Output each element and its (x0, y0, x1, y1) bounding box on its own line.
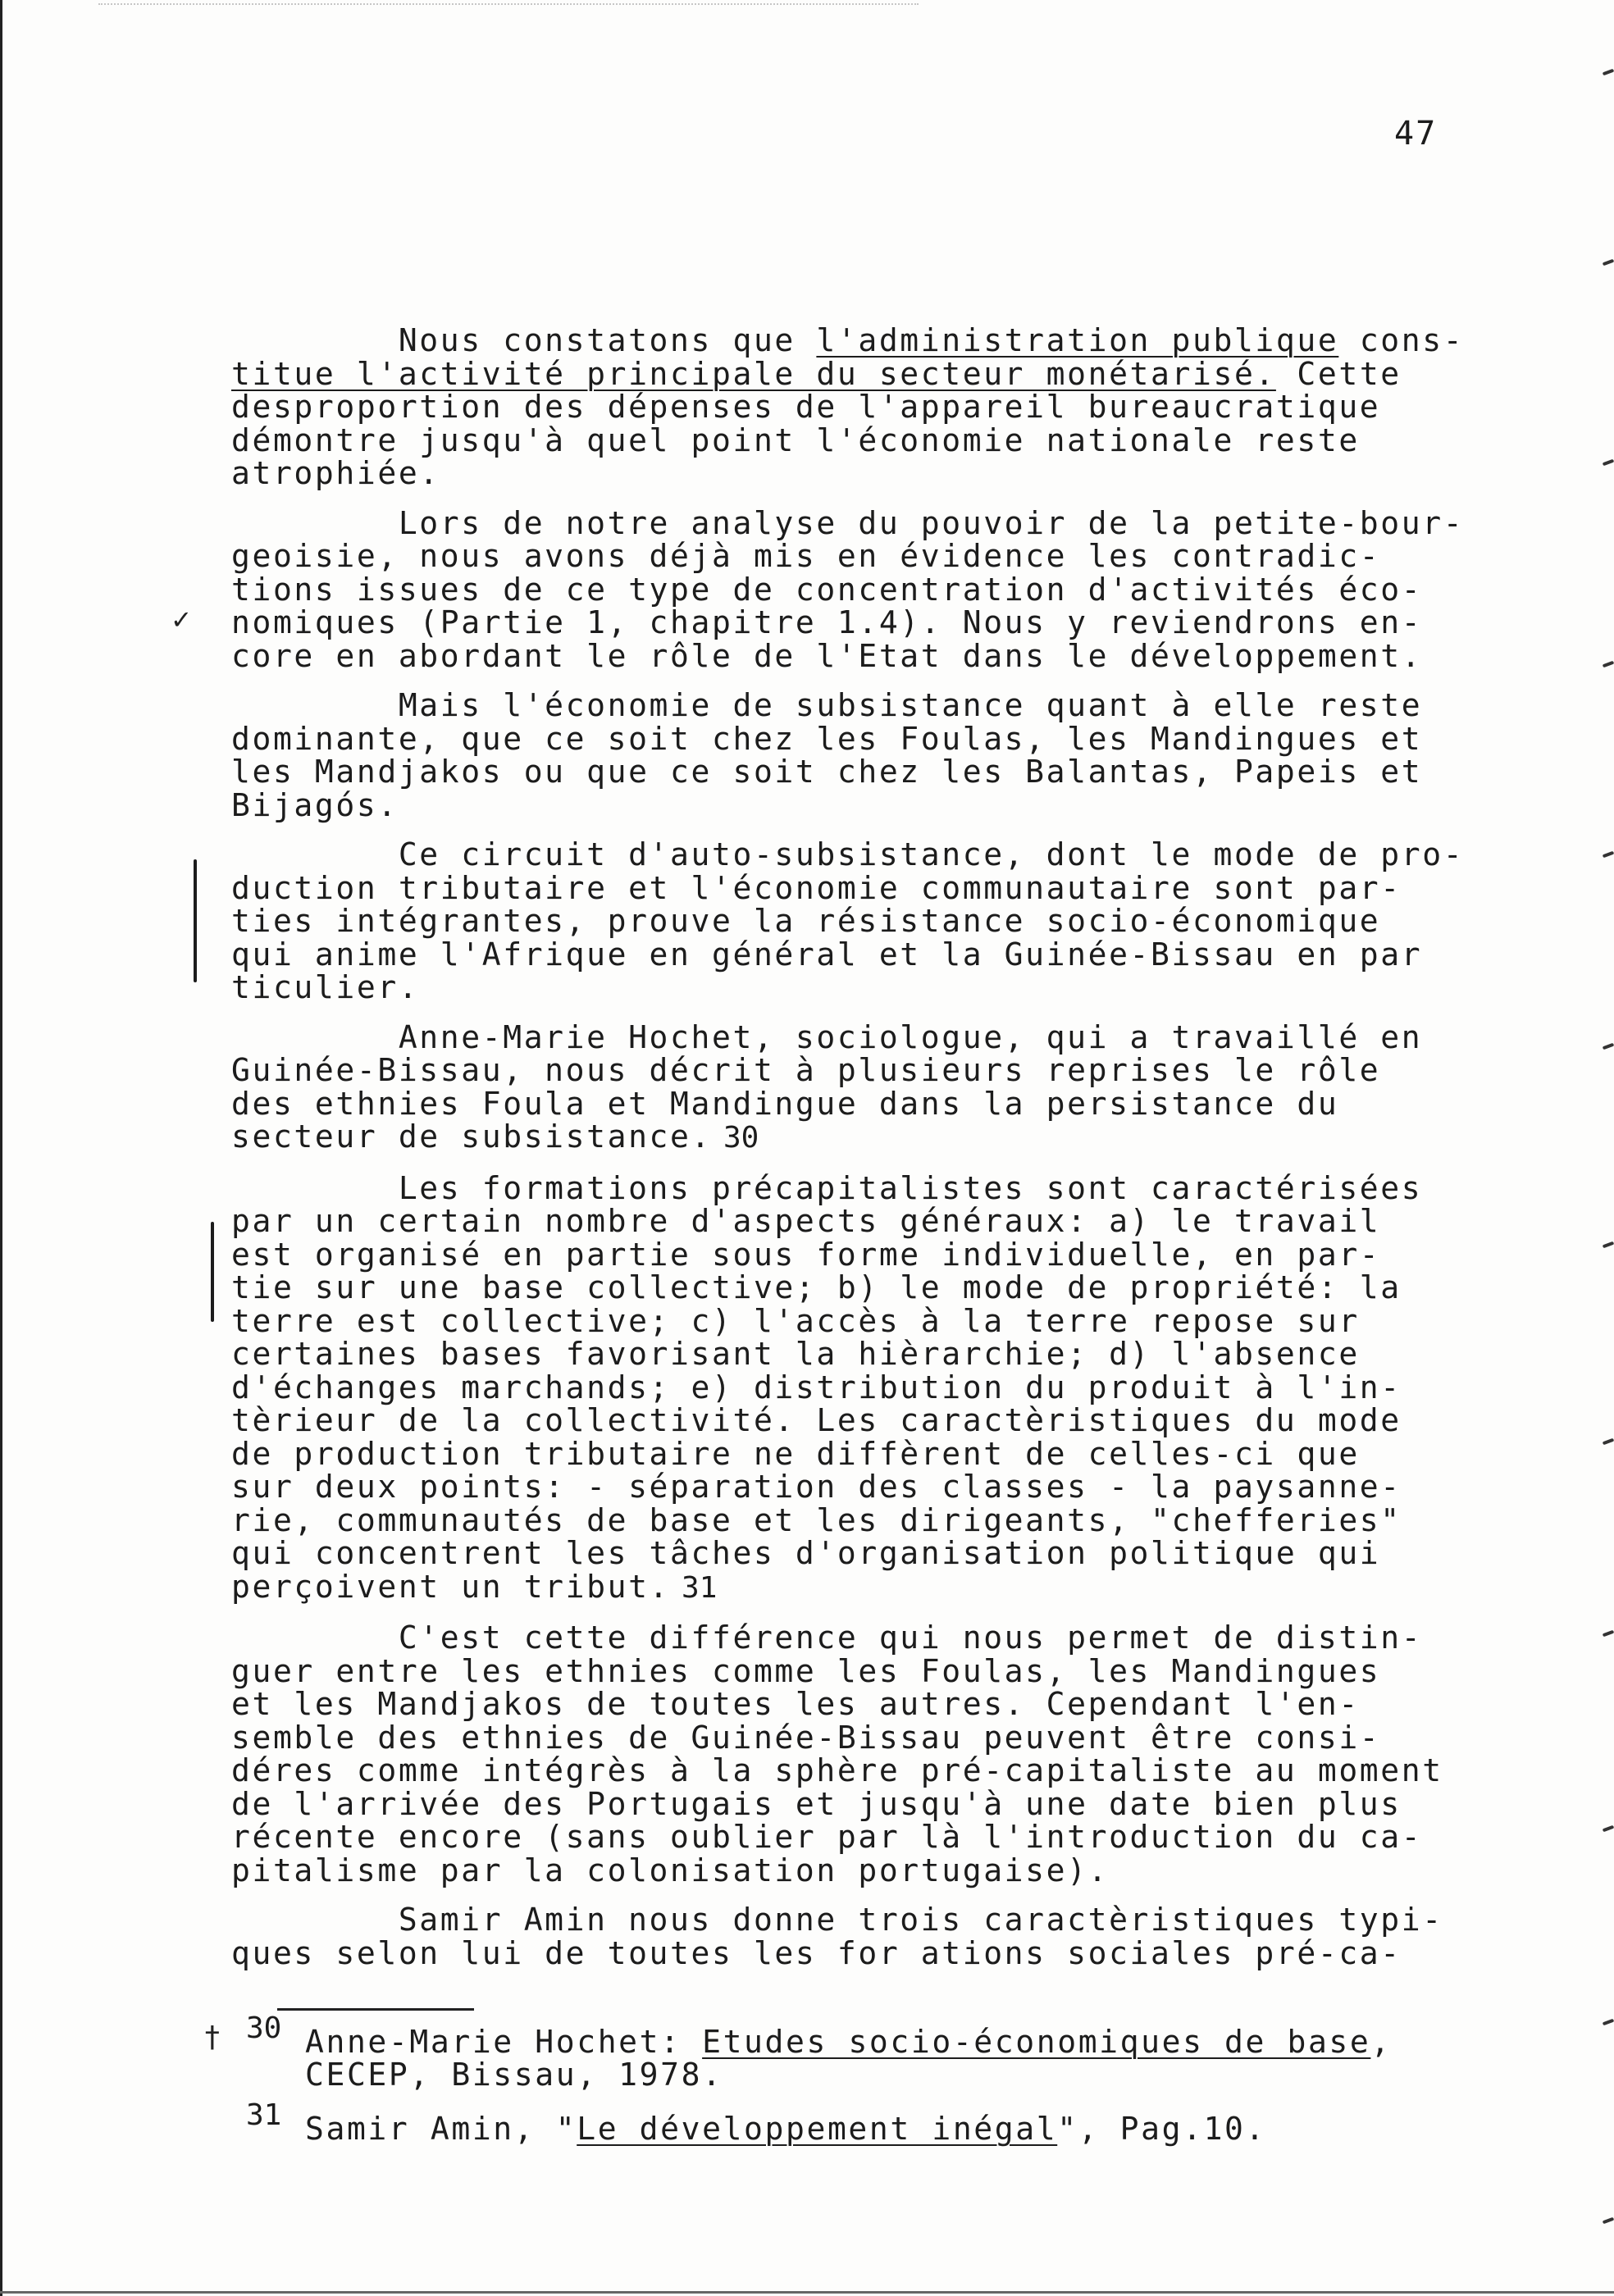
text-line (231, 637, 1461, 674)
footnote-reference: 31 (682, 1570, 718, 1605)
scan-top-noise (98, 3, 919, 7)
edge-mark (1603, 661, 1614, 668)
footnote-line (305, 2058, 1476, 2091)
text-run: de l'arrivée des Portugais et jusqu'à une date bien plus (231, 1785, 1402, 1822)
text-run: semble des ethnies de Guinée-Bissau peuvent être consi- (231, 1719, 1381, 1756)
text-run: dominante, que ce soit chez les Foulas, les Mandingues et (231, 720, 1423, 757)
text-line (231, 722, 1461, 756)
text-line (231, 504, 1465, 541)
text-line (231, 421, 1461, 458)
text-run: déres comme intégrès à la sphère pré-capitaliste au moment (231, 1752, 1443, 1788)
edge-mark (1603, 1241, 1614, 1249)
text-run: de production tributaire ne diffèrent de celles-ci que (231, 1435, 1360, 1472)
text-line (231, 1785, 1461, 1822)
text-line (231, 322, 1465, 358)
scan-bottom-edge (0, 2291, 1614, 2294)
text-line (231, 689, 1461, 722)
edge-mark (1603, 2019, 1614, 2026)
paragraph (231, 1018, 1461, 1155)
text-run: geoisie, nous avons déjà mis en évidence les contradic- (231, 538, 1381, 574)
text-run: les Mandjakos ou que ce soit chez les Balantas, Papeis et (231, 754, 1423, 790)
footnote-reference: 30 (723, 1121, 759, 1155)
text-line (231, 390, 1461, 424)
text-run: Nous constatons que (231, 322, 817, 358)
text-run: secteur de subsistance. (231, 1118, 712, 1155)
text-run: par un certain nombre d'aspects généraux: a) le travail (231, 1203, 1381, 1239)
text-line (231, 836, 1465, 872)
footnote (246, 2098, 1476, 2147)
text-run: Bijagós. (231, 786, 399, 823)
edge-mark (1603, 459, 1614, 467)
text-run: Ce circuit d'auto-subsistance, dont le mode de pro- (231, 836, 1465, 872)
edge-mark (1603, 1825, 1614, 1833)
text-run: atrophiée. (231, 455, 440, 491)
paragraph (231, 1169, 1461, 1606)
text-run: ", Pag.10. (1057, 2111, 1266, 2147)
text-line (231, 1302, 1461, 1339)
text-run: CECEP, Bissau, 1978. (305, 2057, 723, 2093)
margin-bracket-mark (194, 859, 197, 982)
text-run: rie, communautés de base et les dirigeants, "chefferies" (231, 1501, 1402, 1538)
text-run: Anne-Marie Hochet: (305, 2024, 703, 2060)
text-line (231, 1854, 1461, 1888)
text-line (231, 457, 1461, 490)
text-line (231, 1337, 1461, 1371)
text-run: terre est collective; c) l'accès à la terre repose sur (231, 1302, 1360, 1339)
scan-left-edge (0, 0, 2, 2296)
footnote-number: 31 (246, 2098, 282, 2132)
text-run: perçoivent un tribut. (231, 1568, 671, 1605)
paragraph (231, 504, 1465, 674)
text-run: démontre jusqu'à quel point l'économie nationale reste (231, 421, 1360, 458)
margin-checkmark-icon: ✓ (172, 603, 190, 636)
text-line (231, 606, 1461, 640)
text-run: ties intégrantes, prouve la résistance socio-économique (231, 903, 1381, 939)
text-line (231, 1621, 1461, 1655)
paragraph (231, 322, 1465, 491)
text-line (231, 1404, 1461, 1437)
underlined-text: l'administration publique (816, 322, 1339, 358)
text-line (231, 1054, 1461, 1087)
text-run: sur deux points: - séparation des classes - la paysanne- (231, 1469, 1402, 1505)
text-run: est organisé en partie sous forme individuelle, en par- (231, 1236, 1381, 1273)
text-run: ticulier. (231, 969, 420, 1005)
text-line (231, 1537, 1461, 1570)
paragraph (231, 836, 1465, 1005)
text-line (231, 1721, 1461, 1755)
footnote-number: 30 (246, 2011, 282, 2045)
text-run: C'est cette différence qui nous permet de distin- (231, 1620, 1423, 1656)
text-run: Anne-Marie Hochet, sociologue, qui a travaillé en (231, 1018, 1423, 1055)
paragraph (231, 1903, 1461, 1970)
text-line (231, 1934, 1461, 1971)
text-run: duction tributaire et l'économie communautaire sont par- (231, 869, 1402, 906)
margin-bracket-mark (211, 1222, 214, 1322)
text-run: Les formations précapitalistes sont caractérisées (231, 1169, 1423, 1206)
text-run: Guinée-Bissau, nous décrit à plusieurs reprises le rôle (231, 1052, 1381, 1088)
text-run: et les Mandjakos de toutes les autres. Cependant l'en- (231, 1686, 1360, 1722)
underlined-text: Le développement inégal (577, 2111, 1058, 2147)
text-run: cons- (1338, 322, 1465, 358)
text-line (231, 786, 1461, 823)
text-run: Mais l'économie de subsistance quant à elle reste (231, 687, 1423, 723)
text-line (231, 1205, 1461, 1238)
edge-mark (1603, 69, 1614, 76)
text-run: récente encore (sans oublier par là l'introduction du ca- (231, 1819, 1423, 1855)
text-line (231, 1754, 1461, 1788)
text-run: Samir Amin nous donne trois caractèristiques typi- (231, 1902, 1443, 1938)
footnotes (246, 2011, 1476, 2147)
text-line (231, 1570, 1461, 1606)
text-line (231, 904, 1461, 938)
text-line (231, 938, 1461, 972)
page-number: 47 (1394, 115, 1438, 153)
text-run: desproportion des dépenses de l'appareil bureaucratique (231, 389, 1381, 425)
edge-mark (1603, 1043, 1614, 1050)
text-line (231, 1169, 1461, 1206)
text-line (231, 1470, 1461, 1504)
text-run: Samir Amin, " (305, 2111, 577, 2147)
text-line (231, 1501, 1461, 1538)
edge-mark (1603, 851, 1614, 859)
text-line (231, 1120, 1461, 1155)
paragraph (231, 689, 1461, 822)
text-run: d'échanges marchands; e) distribution du produit à l'in- (231, 1369, 1402, 1405)
text-line (231, 540, 1461, 573)
text-run: qui anime l'Afrique en général et la Guinée-Bissau en par (231, 936, 1423, 973)
text-line (231, 1087, 1461, 1121)
edge-mark (1603, 1630, 1614, 1638)
text-run: certaines bases favorisant la hièrarchie; d) l'absence (231, 1336, 1360, 1372)
text-line (231, 1238, 1461, 1272)
text-run: tèrieur de la collectivité. Les caractèristiques du mode (231, 1402, 1402, 1438)
text-run: tie sur une base collective; b) le mode de propriété: la (231, 1269, 1402, 1305)
text-line (231, 573, 1461, 607)
text-run: Cette (1275, 355, 1402, 392)
text-run: des ethnies Foula et Mandingue dans la persistance du (231, 1085, 1339, 1122)
text-run: ques selon lui de toutes les for ations sociales pré-ca- (231, 1934, 1402, 1971)
edge-mark (1603, 1438, 1614, 1446)
footnote-line (305, 2025, 1476, 2058)
text-line (231, 1271, 1461, 1305)
text-run: tions issues de ce type de concentration d'activités éco- (231, 571, 1423, 608)
text-run: nomiques (Partie 1, chapitre 1.4). Nous y reviendrons en- (231, 604, 1423, 640)
body-text (231, 322, 1465, 1971)
text-run: pitalisme par la colonisation portugaise). (231, 1852, 1110, 1888)
text-line (231, 1652, 1461, 1689)
text-line (231, 869, 1461, 906)
text-line (231, 971, 1461, 1004)
paragraph (231, 1621, 1461, 1887)
text-line (231, 1820, 1461, 1854)
text-line (231, 1903, 1461, 1937)
footnote (246, 2011, 1476, 2093)
footnote-line (305, 2112, 1476, 2145)
margin-dagger-mark: † (203, 2020, 221, 2054)
text-line (231, 1018, 1461, 1055)
edge-mark (1603, 259, 1614, 266)
footnote-separator (277, 2008, 474, 2011)
underlined-text: Etudes socio-économiques de base (702, 2024, 1371, 2060)
text-line (231, 1688, 1461, 1721)
text-run: , (1370, 2024, 1392, 2060)
underlined-text: titue l'activité principale du secteur monétarisé. (231, 355, 1276, 392)
text-line (231, 1371, 1461, 1405)
edge-mark (1603, 2217, 1614, 2225)
text-line (231, 355, 1461, 392)
text-run: qui concentrent les tâches d'organisation politique qui (231, 1535, 1381, 1571)
text-run: Lors de notre analyse du pouvoir de la petite-bour- (231, 504, 1465, 541)
text-run: guer entre les ethnies comme les Foulas, les Mandingues (231, 1652, 1381, 1689)
text-line (231, 755, 1461, 789)
text-line (231, 1437, 1461, 1471)
text-run: core en abordant le rôle de l'Etat dans le développement. (231, 637, 1423, 674)
